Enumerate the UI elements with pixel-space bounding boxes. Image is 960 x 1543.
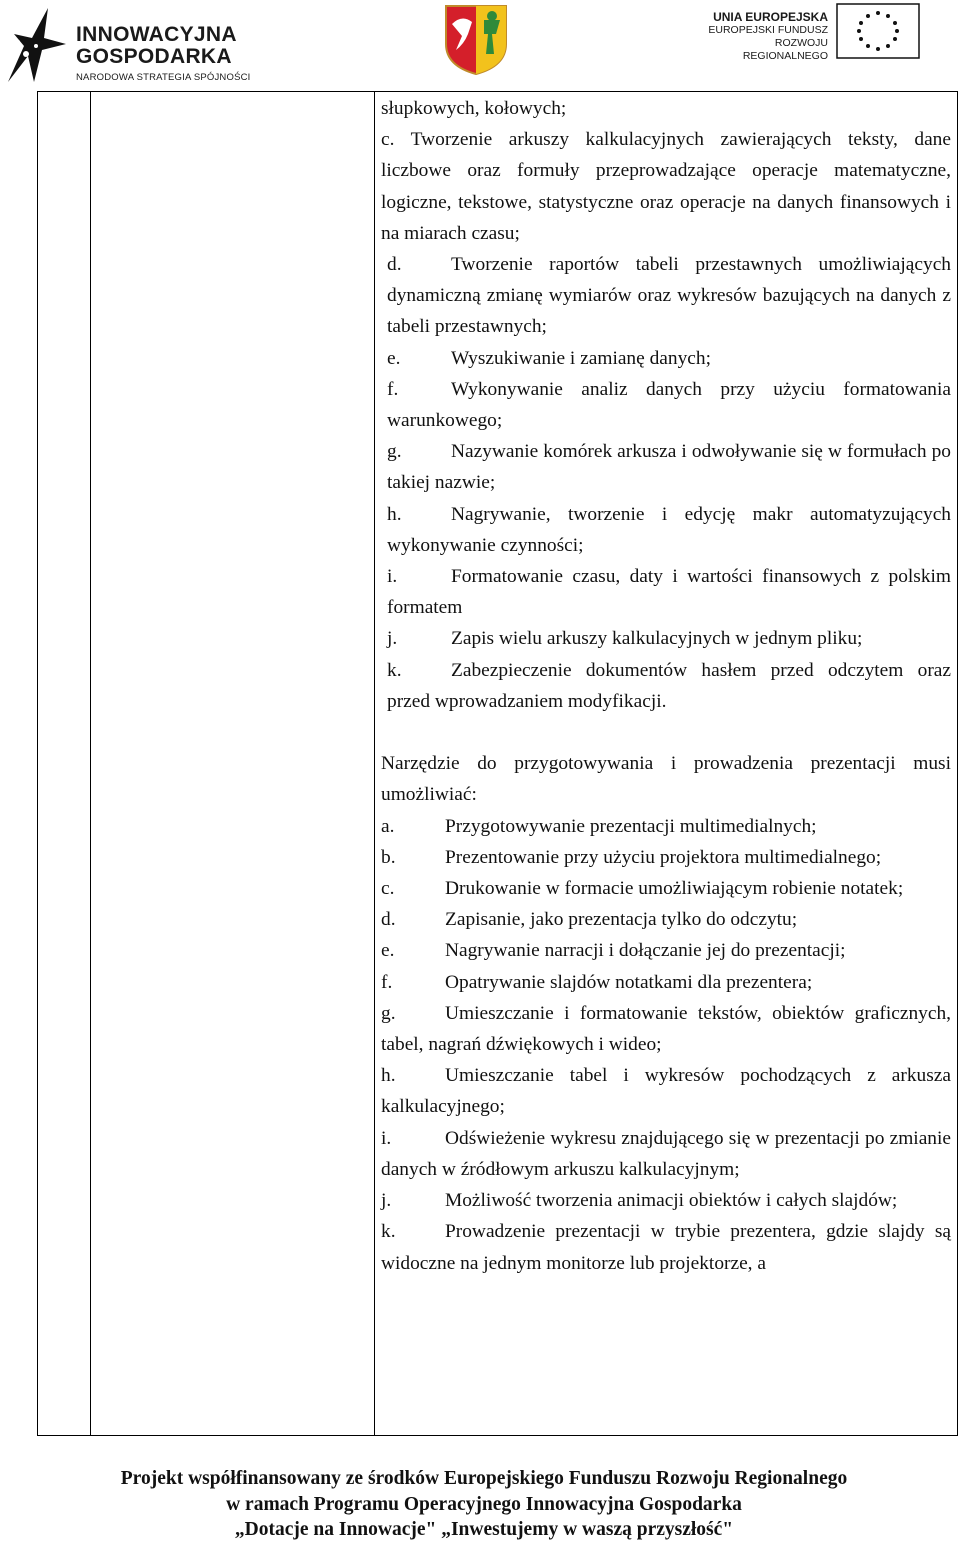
presentation-feature-item bbox=[381, 842, 951, 873]
list-item-text: Umieszczanie tabel i wykresów pochodzących z arkusza kalkulacyjnego; bbox=[381, 1065, 951, 1118]
list-item-label: g. bbox=[381, 1002, 396, 1024]
list-item-text: Przygotowywanie prezentacji multimedialnych; bbox=[445, 815, 817, 837]
list-item-label: k. bbox=[381, 1221, 396, 1243]
presentation-feature-item bbox=[381, 1123, 951, 1185]
list-item-label: c. bbox=[381, 878, 395, 900]
spreadsheet-feature-item bbox=[387, 343, 951, 374]
list-item-text: Wyszukiwanie i zamianę danych; bbox=[451, 347, 711, 369]
presentation-feature-item bbox=[381, 998, 951, 1060]
list-item-text: Zapis wielu arkuszy kalkulacyjnych w jednym pliku; bbox=[451, 628, 863, 650]
list-item-label: f. bbox=[387, 378, 399, 400]
ig-logo-line3: NARODOWA STRATEGIA SPÓJNOŚCI bbox=[76, 72, 251, 83]
footer-line2: w ramach Programu Operacyjnego Innowacyjna Gospodarka bbox=[226, 1493, 742, 1515]
presentation-feature-item bbox=[381, 904, 951, 935]
spreadsheet-feature-item bbox=[387, 436, 951, 498]
eu-flag-icon bbox=[836, 3, 920, 59]
spreadsheet-feature-item bbox=[387, 374, 951, 436]
spreadsheet-feature-item bbox=[387, 655, 951, 717]
list-item-label: a. bbox=[381, 815, 395, 837]
list-item-label: j. bbox=[381, 1190, 392, 1212]
list-item-label: b. bbox=[381, 846, 396, 868]
list-item-text: Formatowanie czasu, daty i wartości finansowych z polskim formatem bbox=[387, 566, 951, 619]
list-item-label: e. bbox=[381, 940, 395, 962]
spreadsheet-feature-item bbox=[387, 623, 951, 654]
list-item-text: Tworzenie raportów tabeli przestawnych umożliwiających dynamiczną zmianę wymiarów oraz wykresów bazujących na danych z tabeli przestawnych; bbox=[387, 254, 951, 338]
list-item-text: Odświeżenie wykresu znajdującego się w prezentacji po zmianie danych w źródłowym arkuszu kalkulacyjnym; bbox=[381, 1127, 951, 1180]
table-column-divider-2 bbox=[374, 92, 375, 1435]
spreadsheet-features-list bbox=[381, 249, 951, 717]
list-item-text: Opatrywanie slajdów notatkami dla prezentera; bbox=[445, 971, 813, 993]
list-item-label: h. bbox=[381, 1065, 396, 1087]
list-item-text: Umieszczanie i formatowanie tekstów, obiektów graficznych, tabel, nagrań dźwiękowych i wideo; bbox=[381, 1002, 951, 1056]
list-item-label: g. bbox=[387, 441, 402, 463]
eu-logo-text bbox=[688, 10, 828, 63]
list-item-text: Nagrywanie narracji i dołączanie jej do prezentacji; bbox=[445, 940, 846, 962]
swift-bird-logo-icon bbox=[4, 4, 68, 84]
list-item-label: h. bbox=[387, 503, 402, 525]
footer bbox=[0, 1466, 960, 1543]
presentation-features-list bbox=[381, 811, 951, 1279]
list-item-text: Wykonywanie analiz danych przy użyciu formatowania warunkowego; bbox=[387, 378, 951, 432]
list-item-label: f. bbox=[381, 971, 393, 993]
list-item-label: k. bbox=[387, 659, 402, 681]
presentation-feature-item bbox=[381, 873, 951, 904]
list-item-text: Zapisanie, jako prezentacja tylko do odczytu; bbox=[445, 909, 798, 931]
list-item-label: i. bbox=[387, 566, 398, 588]
list-item-label: j. bbox=[387, 628, 398, 650]
presentation-feature-item bbox=[381, 967, 951, 998]
eu-logo-line2: EUROPEJSKI FUNDUSZ bbox=[708, 24, 828, 36]
presentation-feature-item bbox=[381, 1216, 951, 1278]
eu-logo-line1: UNIA EUROPEJSKA bbox=[713, 10, 828, 24]
list-item-label: e. bbox=[387, 347, 401, 369]
eu-logo-line3: ROZWOJU REGIONALNEGO bbox=[742, 37, 828, 62]
list-item-text: Drukowanie w formacie umożliwiającym robienie notatek; bbox=[445, 878, 904, 900]
spreadsheet-feature-item bbox=[387, 561, 951, 623]
ig-logo-line1: INNOWACYJNA bbox=[76, 23, 237, 46]
continued-text: słupkowych, kołowych; bbox=[381, 98, 567, 119]
list-item-text: Zabezpieczenie dokumentów hasłem przed odczytem oraz przed wprowadzaniem modyfikacji. bbox=[387, 659, 951, 712]
presentation-feature-item bbox=[381, 1060, 951, 1122]
list-item-text: Prowadzenie prezentacji w trybie prezentera, gdzie slajdy są widoczne na jednym monitorze lub projektorze, a bbox=[381, 1221, 951, 1274]
presentation-feature-item bbox=[381, 935, 951, 966]
ig-logo-line2: GOSPODARKA bbox=[76, 45, 232, 68]
presentation-feature-item bbox=[381, 811, 951, 842]
spreadsheet-feature-item bbox=[387, 499, 951, 561]
list-item-label: i. bbox=[381, 1127, 392, 1149]
innowacyjna-gospodarka-logo bbox=[4, 4, 264, 84]
list-item-text: Możliwość tworzenia animacji obiektów i całych slajdów; bbox=[445, 1190, 898, 1212]
footer-line1: Projekt współfinansowany ze środków Europejskiego Funduszu Rozwoju Regionalnego bbox=[120, 1468, 848, 1489]
list-item-label: d. bbox=[387, 254, 402, 276]
list-item-label: d. bbox=[381, 909, 396, 931]
table-column-divider-1 bbox=[90, 92, 91, 1435]
podkarpackie-coat-of-arms-icon bbox=[444, 4, 508, 76]
table-cell-description bbox=[381, 93, 951, 1279]
presentation-intro: Narzędzie do przygotowywania i prowadzenia prezentacji musi umożliwiać: bbox=[381, 753, 951, 806]
list-item-text: Prezentowanie przy użyciu projektora multimedialnego; bbox=[445, 846, 882, 868]
spreadsheet-feature-item bbox=[387, 249, 951, 343]
list-item-c: c. Tworzenie arkuszy kalkulacyjnych zawierających teksty, dane liczbowe oraz formuły przeprowadzające operacje matematyczne, logiczne, tekstowe, statystyczne oraz operacje na danych finansowych i na miarach czasu; bbox=[381, 129, 951, 244]
list-item-text: Nazywanie komórek arkusza i odwoływanie się w formułach po takiej nazwie; bbox=[387, 441, 951, 494]
footer-line3: „Dotacje na Innowacje" „Inwestujemy w waszą przyszłość" bbox=[234, 1519, 734, 1540]
presentation-feature-item bbox=[381, 1185, 951, 1216]
list-item-text: Nagrywanie, tworzenie i edycję makr automatyzujących wykonywanie czynności; bbox=[387, 503, 951, 556]
